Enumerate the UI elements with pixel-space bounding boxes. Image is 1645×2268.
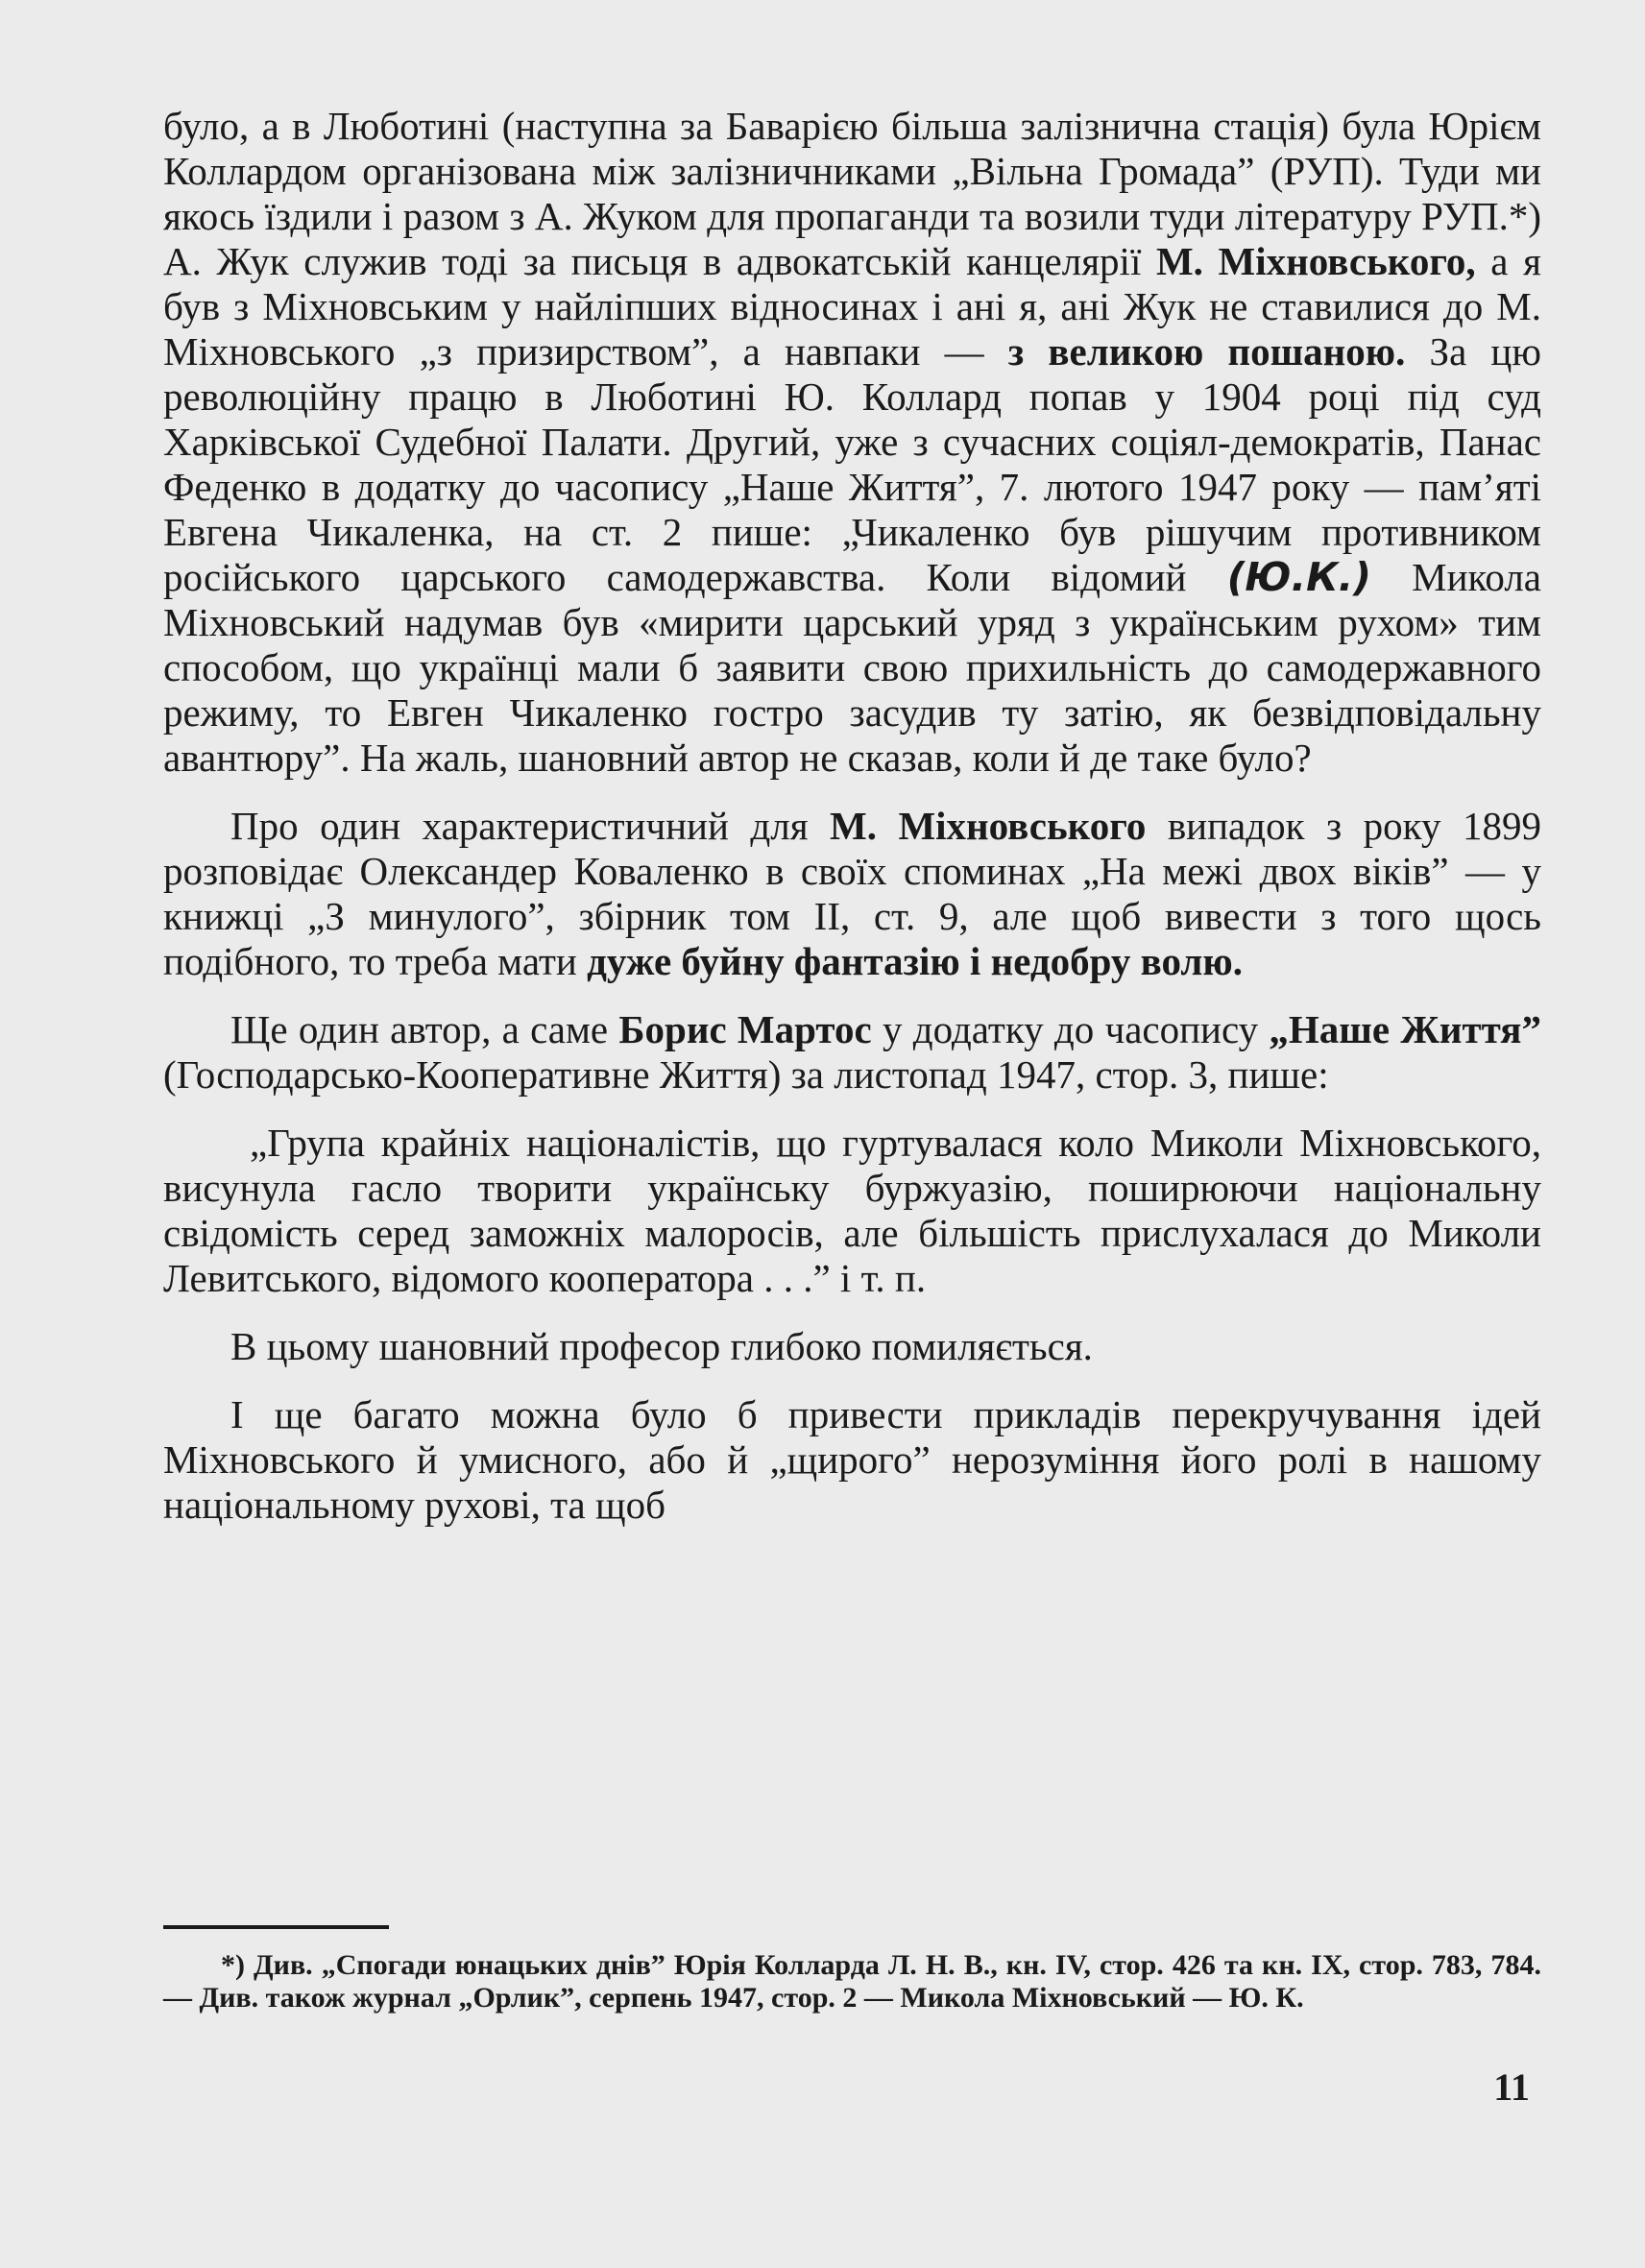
footnote bbox=[163, 1949, 1541, 2015]
main-text bbox=[163, 104, 1541, 1528]
bold-run: Борис Мартос bbox=[618, 1007, 872, 1051]
page-number: 11 bbox=[1493, 2065, 1530, 2109]
text-run: Микола Міхновський надумав був «мирити царський уряд з українським рухом» тим способом, що українці мали б заявити свою прихильність до самодержавного режиму, то Евген Чикаленко гостро засудив ту затію, як безвідповідальну авантюру”. На жаль, шановний автор не сказав, коли й де таке було? bbox=[163, 555, 1541, 780]
footnote-rule bbox=[163, 1925, 389, 1929]
paragraph-3 bbox=[163, 1007, 1541, 1098]
bold-run: М. Міхновського, bbox=[1155, 239, 1476, 283]
handwritten-annotation: (Ю.К.) bbox=[1226, 554, 1371, 600]
paragraph-5: І ще багато можна було б привести прикладів перекручування ідей Міхновського й умисного, або й „щирого” нерозуміння його ролі в нашому національному рухові, та щоб bbox=[163, 1392, 1541, 1527]
bold-run: з великою пошаною. bbox=[1007, 329, 1406, 374]
text-run: Ще один автор, а саме bbox=[230, 1007, 619, 1051]
footnote-text: *) Див. „Спогади юнацьких днів” Юрія Колларда Л. Н. В., кн. IV, стор. 426 та кн. IX, стор. 783, 784. — Див. також журнал „Орлик”, серпень 1947, стор. 2 — Микола Міхновський — Ю. К. bbox=[163, 1949, 1541, 2014]
text-run: (Господарсько-Кооперативне Життя) за листопад 1947, стор. 3, пише: bbox=[163, 1052, 1329, 1097]
paragraph-1 bbox=[163, 104, 1541, 781]
text-run: у додатку до часопису bbox=[871, 1007, 1270, 1051]
text-run: випадок з року 1899 розповідає Олександер Коваленко в своїх споминах „На межі двох віків” — у книжці „З минулого”, збірник том II, ст. 9, але щоб вивести з того щось подібного, то треба мати bbox=[163, 804, 1541, 983]
paragraph-4: В цьому шановний професор глибоко помиляється. bbox=[230, 1324, 1093, 1368]
text-run: Про один характеристичний для bbox=[230, 804, 831, 848]
quote-paragraph: „Група крайніх націоналістів, що гуртувалася коло Миколи Міхновського, висунула гасло творити українську буржуазію, поширюючи національну свідомість серед заможніх малоросів, але більшість прислухалася до Миколи Левитського, відомого кооператора . . .” і т. п. bbox=[163, 1121, 1541, 1300]
paragraph-2 bbox=[163, 804, 1541, 984]
bold-run: „Наше Життя” bbox=[1269, 1007, 1541, 1051]
text-run: а я був з Міхновським у найліпших відносинах і ані я, ані Жук не ставилися до М. Міхновського „з призирством”, а навпаки — bbox=[163, 239, 1541, 374]
text-run: було, а в Люботині (наступна за Баварією більша залізнична стація) була Юрієм Коллардом організована між залізничниками „Вільна Громада” (РУП). Туди ми якось їздили і разом з А. Жуком для пропаганди та возили туди літературу РУП.*) А. Жук служив тоді за письця в адвокатській канцелярії bbox=[163, 104, 1541, 283]
bold-run: М. Міхновського bbox=[830, 804, 1147, 848]
text-run: За цю революційну працю в Люботині Ю. Коллард попав у 1904 році під суд Харківської Судебної Палати. Другий, уже з сучасних соціял-демократів, Панас Феденко в додатку до часопису „Наше Життя”, 7. лютого 1947 року — пам’яті Евгена Чикаленка, на ст. 2 пише: „Чикаленко був рішучим противником російського царського самодержавства. Коли відомий bbox=[163, 329, 1542, 599]
bold-run: дуже буйну фантазію і недобру волю. bbox=[587, 939, 1244, 983]
